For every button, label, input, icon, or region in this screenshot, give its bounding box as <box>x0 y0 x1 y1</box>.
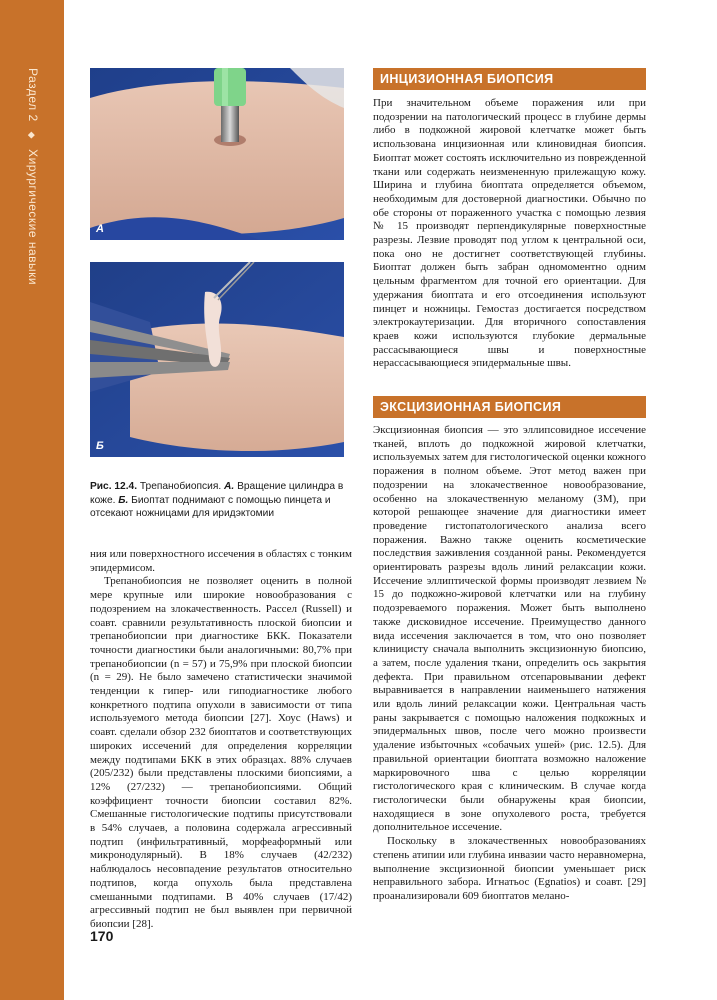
section-heading-excisional: ЭКСЦИЗИОННАЯ БИОПСИЯ <box>373 396 646 418</box>
diamond-icon: ◆ <box>27 131 37 140</box>
caption-b-text: Биоптат поднимают с помощью пинцета и отсекают ножницами для иридэктомии <box>90 494 331 520</box>
excisional-text <box>373 424 646 904</box>
caption-title: Трепанобиопсия. <box>139 481 222 492</box>
figure-photo-b <box>90 262 344 457</box>
left-column-text <box>90 548 352 932</box>
paragraph: Поскольку в злокачественных новообразованиях степень атипии или глубина инвазии часто неравномерна, выполнение эксцизионной биопсии уменьшает риск неправильного забора. Игнатьос (Egnatios) и соавт. [29] проанализировали 609 биоптатов мелано- <box>373 835 646 902</box>
paragraph: При значительном объеме поражения или при подозрении на патологический процесс в глубине дермы либо в подкожной жировой клетчатке может быть использована инцизионная или клиновидная биопсия. Биоптат может состоять исключительно из поврежденной ткани или содержать неизмененную прилежащую кожу. Ширина и глубина биоптата определяется объемом, необходимым для достоверной диагностики. Обычно по обе стороны от пораженного участка с помощью лезвия № 15 производят перпендикулярные поверхностные разрезы. Лезвие проводят под углом к центральной оси, пока оно не достигнет соответствующей глубины. Биоптат должен быть забран одномоментно одним цельным фрагментом для точной его ориентации. Для удержания биоптата и его отсоединения используют пинцет и ножницы. Гемостаз достигается посредством электрокаутеризации. Для вторичного сопоставления краев кожи используются глубокие дермальные рассасывающиеся швы и поверхностные нерассасывающиеся эпидермальные швы. <box>373 97 646 370</box>
caption-a-label: А. <box>224 481 235 492</box>
paragraph: ния или поверхностного иссечения в областях с тонким эпидермисом. <box>90 548 352 574</box>
photo-a-label: А <box>96 223 104 235</box>
sidebar-chapter: Хирургические навыки <box>26 149 40 286</box>
sidebar-title <box>26 68 40 285</box>
caption-b-label: Б. <box>118 494 129 506</box>
section-heading-incisional: ИНЦИЗИОННАЯ БИОПСИЯ <box>373 68 646 90</box>
paragraph: Эксцизионная биопсия — это эллипсовидное иссечение тканей, вплоть до подкожной жировой клетчатки, используемых затем для гистологической оценки кожного поражения в полном объеме. Этот метод важен при подозрении на злокачественное новообразование, особенно на злокачественную меланому (ЗМ), при которой решающее значение для диагностики имеет проведение гистопатологического анализа всего поражения. Важно также оценить косметические последствия заживления созданной раны. Рекомендуется ориентировать разрезы вдоль линий релаксации кожи. Иссечение эллиптической формы производят лезвием № 15 до подкожно-жировой клетчатки или на глубину подозреваемого поражения. Может быть выполнено также дисковидное иссечение. Преимущество данного вида иссечения заключается в том, что оно позволяет клиницисту сначала выполнить эксцизионную биопсию, а затем, после удаления ткани, определить ось закрытия дефекта. При правильном отсепаровывании дефект выравнивается в направлении наименьшего натяжения или вдоль линий релаксации кожи. Центральная часть раны закрывается с помощью наложения подкожных и эпидермальных швов, после чего можно произвести удаление избыточных «собачьих ушей» (рис. 12.5). Для правильной ориентации биоптата возможно наложение маркировочного шва с целью корреляции гистологического края с клиническим. В случае когда гистологически были обнаружены края биопсии, находящиеся в зоне опухолевого роста, требуется дополнительное иссечение. <box>373 424 646 834</box>
figure-photo-a <box>90 68 344 240</box>
photo-b-label: Б <box>96 440 104 452</box>
figure-caption <box>90 480 352 521</box>
incisional-text <box>373 97 646 371</box>
caption-number: Рис. 12.4. <box>90 481 138 492</box>
photo-a-image <box>90 68 344 240</box>
page-number: 170 <box>90 928 114 944</box>
chapter-sidebar <box>0 0 64 1000</box>
photo-b-image <box>90 262 344 457</box>
caption-a-text: Вращение цилиндра в коже. <box>90 481 344 506</box>
paragraph: Трепанобиопсия не позволяет оценить в полной мере крупные или широкие новообразования с подозрением на злокачественность. Рассел (Russell) и соавт. сравнили результативность плоской биопсии и трепанобиопсии при диагностике БКК. Показатели точности диагностики были аналогичными: 80,7% при трепанобиопсии (n = 57) и 75,9% при плоской биопсии (n = 29). Не было замечено статистически значимой тенденции к гипер- или гиподиагностике любого конкретного подтипа опухоли в зависимости от типа используемого метода биопсии [27]. Хоус (Haws) и соавт. сделали обзор 232 биоптатов и соответствующих широких иссечений для определения корреляции между подтипами БКК в этих образцах. 88% случаев (205/232) были представлены плоскими биопсиями, а 12% (27/232) — трепанобиопсиями. Общий коэффициент точности биопсии составил 82%. Смешанные гистологические подтипы присутствовали в 54% случаев, а половина содержала агрессивный подтип (инфильтративный, морфеаформный или микронодулярный). В 18% случаев (42/232) наблюдалось несовпадение результатов относительно подтипов, когда опухоль была представлена смешанными подтипами. В 40% случаев (17/42) агрессивный подтип не был выявлен при первичной биопсии [28]. <box>90 575 352 930</box>
sidebar-section: Раздел 2 <box>26 68 40 122</box>
